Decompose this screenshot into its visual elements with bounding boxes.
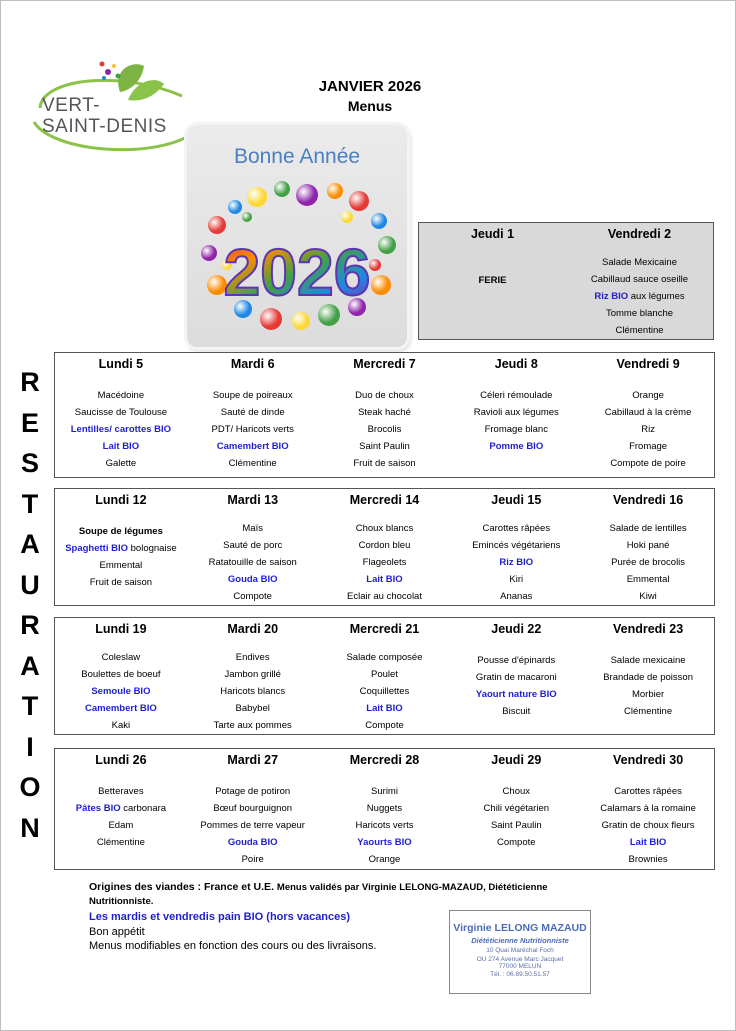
day-column (319, 489, 451, 605)
menu-item: Purée de brocolis (611, 557, 686, 568)
menu-item: Coquillettes (359, 686, 410, 697)
meat-origins: Origines des viandes : France et U.E. (89, 881, 274, 893)
menu-item: Kiri (509, 574, 524, 585)
day-header: Mardi 13 (227, 493, 279, 507)
week-columns (55, 618, 714, 734)
changes-note: Menus modifiables en fonction des cours ou des livraisons. (89, 940, 377, 952)
day-column (450, 749, 582, 869)
menu-items (472, 520, 560, 605)
menu-item: Camembert BIO (84, 703, 157, 714)
day-header: Mercredi 28 (349, 753, 420, 767)
day-column (319, 353, 451, 477)
menu-item: Clémentine (624, 706, 673, 717)
stamp-address-1: 10 Quai Maréchal Foch (486, 947, 554, 954)
dietitian-stamp (449, 910, 591, 994)
day-column (450, 618, 582, 734)
menu-items (346, 649, 422, 734)
day-column (419, 223, 566, 339)
bio-bread-note: Les mardis et vendredis pain BIO (hors vacances) (89, 911, 351, 923)
week-columns (55, 749, 714, 869)
menu-item: Saint Paulin (490, 820, 542, 831)
menu-item: Compote de poire (610, 458, 686, 469)
day-header: Mercredi 21 (349, 622, 420, 636)
bio-label: Riz BIO (594, 291, 629, 302)
menu-item: Cabillaud sauce oseille (590, 274, 689, 285)
menu-item: Céleri rémoulade (480, 390, 553, 401)
restauration-letter: A (20, 650, 40, 681)
menu-item: Brocolis (367, 424, 402, 435)
week-5-table (54, 748, 715, 870)
restauration-letter: I (26, 731, 34, 762)
menu-item: Cordon bleu (358, 540, 411, 551)
menu-items (353, 387, 415, 472)
menu-item: Biscuit (502, 706, 531, 717)
menu-items (600, 783, 696, 868)
menu-items (214, 649, 292, 734)
restauration-letter: U (20, 569, 40, 600)
menu-item: Emmental (626, 574, 670, 585)
menu-item: Tarte aux pommes (213, 720, 292, 731)
restauration-letter: A (20, 529, 40, 559)
menu-item: Compote (497, 837, 536, 848)
menu-item: Gratin de choux fleurs (601, 820, 695, 831)
footer-origins-line (89, 880, 649, 895)
menu-item: Choux blancs (355, 523, 414, 534)
menu-item: Carottes râpées (482, 523, 551, 534)
restauration-letter: T (21, 691, 39, 721)
menu-items (479, 255, 507, 289)
menu-item: Brandade de poisson (603, 672, 693, 683)
restauration-letter: O (19, 772, 41, 802)
page-subtitle: Menus (347, 98, 393, 114)
day-column (55, 618, 187, 734)
menu-item: Morbier (631, 689, 665, 700)
menu-item: Emmental (99, 560, 143, 571)
page-title: JANVIER 2026 (318, 78, 422, 95)
day-column (450, 489, 582, 605)
week-columns (55, 489, 714, 605)
menu-item: Endives (235, 652, 270, 663)
menu-items (347, 520, 422, 605)
vert-saint-denis-logo (32, 60, 197, 160)
menu-items (71, 387, 171, 472)
menu-item: Fruit de saison (89, 577, 153, 588)
week-3-table (54, 488, 715, 606)
restauration-letter: S (20, 448, 39, 478)
menu-item-rest: aux légumes (630, 291, 685, 302)
menu-item: Macédoine (97, 390, 145, 401)
menu-item: Salade Mexicaine (601, 257, 677, 268)
day-header: Vendredi 2 (607, 227, 672, 241)
menu-item: Lait BIO (366, 703, 403, 714)
menu-validation-2: Nutritionniste. (89, 896, 154, 907)
menu-items (76, 783, 166, 851)
menu-item: Gouda BIO (227, 837, 278, 848)
menu-item: Coleslaw (101, 652, 141, 663)
day-column (187, 618, 319, 734)
restauration-letter: N (20, 812, 40, 843)
menu-item: Betteraves (98, 786, 144, 797)
menu-item: Kaki (111, 720, 131, 731)
week-2-table (54, 352, 715, 478)
menu-item: Haricots verts (355, 820, 414, 831)
day-header: Mardi 6 (230, 357, 275, 371)
day-column (319, 749, 451, 869)
menu-item: Chili végétarien (483, 803, 550, 814)
week-1-table (418, 222, 714, 340)
menu-item: Kiwi (639, 591, 657, 602)
menu-items (610, 520, 687, 605)
menu-item: Clémentine (228, 458, 277, 469)
menu-item: Camembert BIO (216, 441, 289, 452)
menu-items (355, 783, 413, 868)
menu-item: Lait BIO (629, 837, 667, 848)
menu-item: Flageolets (362, 557, 407, 568)
menu-item: Babybel (235, 703, 270, 714)
menu-item: Fruit de saison (353, 458, 416, 469)
bio-label: Spaghetti BIO (65, 543, 128, 554)
menu-item: Ravioli aux légumes (473, 407, 559, 418)
week-columns (55, 353, 714, 477)
day-header: Lundi 5 (98, 357, 144, 371)
menu-item: Jambon grillé (224, 669, 281, 680)
menu-item (76, 800, 166, 817)
day-column (187, 489, 319, 605)
menu-items (209, 520, 297, 605)
menu-item: Bœuf bourguignon (213, 803, 293, 814)
menu-item: Cabillaud à la crème (604, 407, 692, 418)
restauration-letter: R (20, 610, 40, 640)
menu-item: Ratatouille de saison (208, 557, 297, 568)
menu-item: Compote (365, 720, 404, 731)
menu-items (484, 783, 549, 851)
restauration-letter: R (20, 367, 40, 397)
menu-item: Pousse d'épinards (477, 655, 556, 666)
bon-appetit: Bon appétit (89, 926, 145, 938)
2026-balloons-icon (187, 125, 407, 347)
day-header: Mercredi 14 (349, 493, 420, 507)
restauration-letter: T (21, 488, 39, 519)
menu-item: Carottes râpées (614, 786, 682, 797)
day-header: Mercredi 7 (353, 357, 416, 371)
day-column (582, 489, 714, 605)
day-column (582, 749, 714, 869)
menu-item: Lait BIO (102, 441, 140, 452)
menu-item: Potage de potiron (215, 786, 291, 797)
menu-items (591, 254, 688, 339)
menu-item-rest: bolognaise (130, 543, 177, 554)
day-column (450, 353, 582, 477)
menu-item: Salade de lentilles (609, 523, 687, 534)
menu-item: Soupe de légumes (78, 526, 163, 537)
menu-items (474, 387, 559, 455)
menu-item: Sauté de dinde (220, 407, 285, 418)
day-header: Jeudi 29 (491, 753, 542, 767)
day-header: Lundi 26 (95, 753, 147, 767)
day-header: Jeudi 8 (494, 357, 538, 371)
stamp-name: Virginie LELONG MAZAUD (453, 922, 587, 934)
day-column (55, 749, 187, 869)
menu-items (212, 387, 294, 472)
menu-item: Riz (641, 424, 655, 435)
menu-item: Tomme blanche (605, 308, 674, 319)
menu-item: Saucisse de Toulouse (74, 407, 168, 418)
day-column (55, 489, 187, 605)
menu-items (605, 387, 692, 472)
logo-line-2: SAINT-DENIS (42, 116, 167, 137)
day-column (55, 353, 187, 477)
menu-item: Calamars à la romaine (600, 803, 696, 814)
day-column (566, 223, 713, 339)
day-column (582, 618, 714, 734)
menu-items (603, 652, 693, 720)
day-column (582, 353, 714, 477)
menu-item: Orange (368, 854, 401, 865)
day-column (319, 618, 451, 734)
menu-item: Yaourt nature BIO (475, 689, 557, 700)
menu-item: Boulettes de boeuf (81, 669, 161, 680)
menu-item: Clémentine (615, 325, 664, 336)
menu-item: Saint Paulin (359, 441, 410, 452)
menu-item: Gratin de macaroni (475, 672, 557, 683)
menu-item: Yaourts BIO (357, 837, 412, 848)
menu-item: Nuggets (366, 803, 403, 814)
menu-item (65, 540, 176, 557)
menu-item: Lentilles/ carottes BIO (70, 424, 172, 435)
menu-item: Hoki pané (626, 540, 670, 551)
week-columns (419, 223, 713, 339)
day-header: Mardi 20 (227, 622, 279, 636)
day-header: Vendredi 16 (612, 493, 684, 507)
menu-item: Fromage blanc (484, 424, 548, 435)
menu-item: Maïs (242, 523, 263, 534)
menu-item: Emincés végétariens (472, 540, 561, 551)
menu-items (65, 523, 176, 591)
menu-item: Poulet (371, 669, 398, 680)
day-header: Vendredi 23 (612, 622, 684, 636)
menu-item: PDT/ Haricots verts (211, 424, 294, 435)
menu-item: Surimi (371, 786, 398, 797)
stamp-city: 77000 MELUN (498, 963, 542, 970)
day-header: Jeudi 15 (491, 493, 542, 507)
menu-item: Semoule BIO (91, 686, 151, 697)
day-header: Jeudi 22 (491, 622, 542, 636)
menu-item-rest: carbonara (123, 803, 167, 814)
menu-item: Fromage (629, 441, 668, 452)
menu-item: Sauté de porc (223, 540, 283, 551)
menu-item: Haricots blancs (220, 686, 286, 697)
menu-item: Duo de choux (355, 390, 414, 401)
menu-items (476, 652, 557, 720)
bio-label: Pâtes BIO (75, 803, 121, 814)
menu-item: Poire (241, 854, 264, 865)
menu-item: Steak haché (358, 407, 411, 418)
svg-text:2026: 2026 (223, 235, 371, 309)
stamp-address-2: OU 274 Avenue Marc Jacquet (476, 956, 564, 963)
stamp-title: Diététicienne Nutritionniste (471, 936, 569, 945)
menu-item: Edam (108, 820, 134, 831)
day-column (187, 353, 319, 477)
day-header: Vendredi 9 (616, 357, 680, 371)
menu-item: Pomme BIO (489, 441, 544, 452)
menu-item: Lait BIO (366, 574, 403, 585)
logo-line-1: VERT- (42, 95, 101, 116)
day-header: Jeudi 1 (470, 227, 515, 241)
menu-item: Soupe de poireaux (212, 390, 293, 401)
menu-validation: Menus validés par Virginie LELONG-MAZAUD, Diététicienne (276, 882, 548, 893)
menu-item: Ananas (500, 591, 533, 602)
logo-text (42, 95, 167, 137)
menu-item: Eclair au chocolat (347, 591, 422, 602)
menu-items (81, 649, 160, 734)
menu-item: Gouda BIO (227, 574, 278, 585)
menu-item: Pommes de terre vapeur (200, 820, 305, 831)
menu-items (200, 783, 305, 868)
menu-item: Salade composée (346, 652, 423, 663)
menu-item: Galette (105, 458, 137, 469)
day-header: Mardi 27 (227, 753, 279, 767)
restauration-vertical-label (16, 362, 44, 848)
day-header: Lundi 19 (95, 622, 147, 636)
menu-item: Clémentine (96, 837, 145, 848)
stamp-phone: Tél. : 06.89.50.51.57 (490, 971, 550, 978)
day-column (187, 749, 319, 869)
new-year-title: Bonne Année (233, 145, 361, 168)
menu-item (594, 288, 684, 305)
restauration-letter: E (20, 407, 39, 438)
day-header: Lundi 12 (95, 493, 147, 507)
menu-item: Brownies (628, 854, 668, 865)
menu-item: Salade mexicaine (610, 655, 686, 666)
menu-item: Choux (502, 786, 531, 797)
menu-item: Compote (233, 591, 272, 602)
day-header: Vendredi 30 (612, 753, 684, 767)
menu-item: Orange (632, 390, 664, 401)
menu-item: FERIE (478, 275, 507, 286)
week-4-table (54, 617, 715, 735)
new-year-card (187, 125, 407, 347)
menu-item: Riz BIO (499, 557, 534, 568)
